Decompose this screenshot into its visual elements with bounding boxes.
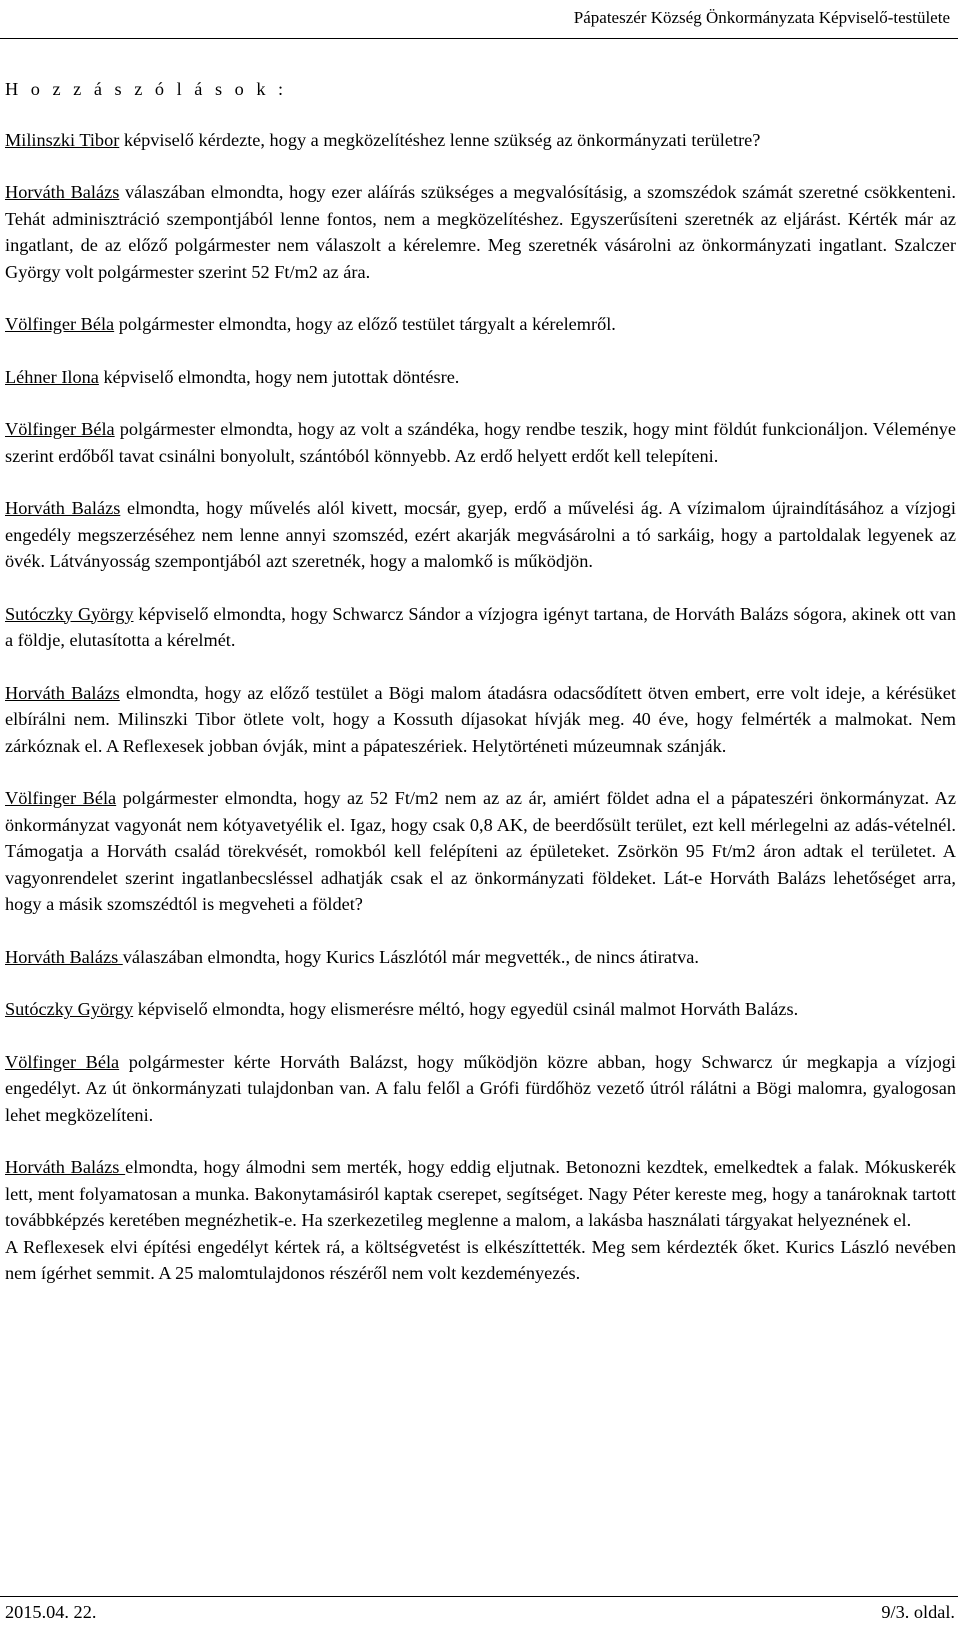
comment-text: képviselő elmondta, hogy elismerésre méltó, hogy egyedül csinál malmot Horváth Balázs. <box>133 999 799 1019</box>
document-body <box>5 76 956 1313</box>
speaker-name: Sutóczky György <box>5 603 134 624</box>
comment-text: polgármester elmondta, hogy az előző testület tárgyalt a kérelemről. <box>114 314 616 334</box>
section-heading: H o z z á s z ó l á s o k : <box>5 79 288 99</box>
speaker-name: Léhner Ilona <box>5 366 99 387</box>
comment-paragraph <box>5 944 956 971</box>
comment-paragraph <box>5 680 956 760</box>
comment-paragraph <box>5 364 956 391</box>
comment-text: képviselő elmondta, hogy nem jutottak döntésre. <box>98 366 460 387</box>
comment-text: polgármester elmondta, hogy az 52 Ft/m2 nem az az ár, amiért földet adna el a pápateszéri önkormányzat. Az önkormányzat vagyonát nem kótyavetyélik el. Igaz, hogy csak 0,8 AK, de beerdősült terület, ezt kell mérlegelni az adás-vételnél. Támogatja a Horváth család törekvését, romokból kell felépíteni az épületeket. Zsörkön 95 Ft/m2 áron adtak el területet. A vagyonrendelet szerint ingatlanbecsléssel adhatják csak el az önkormányzati földeket. Lát-e Horváth Balázs lehetőséget arra, hogy a másik szomszédtól is megveheti a földet? <box>5 788 956 914</box>
comment-paragraph <box>5 601 956 654</box>
speaker-name: Horváth Balázs <box>5 498 121 518</box>
comment-paragraph <box>5 416 956 469</box>
speaker-name: Völfinger Béla <box>5 314 115 334</box>
comment-paragraph <box>5 996 956 1023</box>
speaker-name: Völfinger Béla <box>5 419 115 439</box>
comment-text: képviselő elmondta, hogy Schwarcz Sándor a vízjogra igényt tartana, de Horváth Balázs sógora, akinek ott van a földje, elutasította a kérelmét. <box>5 603 956 650</box>
speaker-name: Milinszki Tibor <box>5 129 120 150</box>
footer-divider <box>0 1596 958 1597</box>
comment-text: képviselő kérdezte, hogy a megközelítéshez lenne szükség az önkormányzati területre? <box>119 129 761 150</box>
header-divider <box>0 38 958 39</box>
comment-text: elmondta, hogy művelés alól kivett, mocsár, gyep, erdő a művelési ág. A vízimalom újraindításához a vízjogi engedély megszerzéséhez nem lenne annyi szomszéd, ezért akarják megvásárolni a tó sarkáig, hogy a partoldalak legyenek az övék. Látványosság szempontjából azt szeretnék, hogy a malomkő is működjön. <box>5 498 956 571</box>
speaker-name: Völfinger Béla <box>5 788 117 808</box>
speaker-name: Horváth Balázs <box>5 182 120 202</box>
page-number: 9/3. oldal. <box>881 1602 955 1622</box>
comment-text: válaszában elmondta, hogy ezer aláírás szükséges a megvalósításig, a szomszédok számát szeretné csökkenteni. Tehát adminisztráció szempontjából lenne fontos, nem a megközelítéshez. Egyszerűsíteni szeretnék az eljárást. Kérték már az ingatlant, de az előző polgármester nem válaszolt a kérelemre. Meg szeretnék vásárolni az önkormányzati ingatlant. Szalczer György volt polgármester szerint 52 Ft/m2 az ára. <box>5 182 956 282</box>
comment-paragraph <box>5 179 956 285</box>
comment-paragraph <box>5 1049 956 1129</box>
speaker-name: Horváth Balázs <box>5 682 120 703</box>
speaker-name: Horváth Balázs <box>5 946 123 967</box>
comment-paragraph <box>5 127 956 154</box>
footer-date: 2015.04. 22. <box>5 1602 97 1622</box>
comment-text: polgármester kérte Horváth Balázst, hogy működjön közre abban, hogy Schwarcz úr megkapja a vízjogi engedélyt. Az út önkormányzati tulajdonban van. A falu felől a Grófi fürdőhöz vezető útról rálátni a Bögi malomra, gyalogosan lehet megközelíteni. <box>5 1051 956 1125</box>
closing-paragraph: A Reflexesek elvi építési engedélyt kértek rá, a költségvetést is elkészíttették. Meg sem kérdezték őket. Kurics László nevében nem ígérhet semmit. A 25 malomtulajdonos részéről nem volt kezdeményezés. <box>5 1236 956 1283</box>
comment-text: válaszában elmondta, hogy Kurics Lászlótól már megvették., de nincs átiratva. <box>122 946 699 967</box>
comment-paragraph <box>5 1154 956 1234</box>
comment-paragraph <box>5 495 956 575</box>
page-header: Pápateszér Község Önkormányzata Képviselő-testülete <box>573 8 950 27</box>
speaker-name: Sutóczky György <box>5 999 134 1019</box>
comment-text: elmondta, hogy az előző testület a Bögi malom átadásra odacsődített ötven embert, erre volt ideje, a kérésüket elbírálni nem. Milinszki Tibor ötlete volt, hogy a Kossuth díjasokat hívják meg. 40 éve, hogy felmérték a malmokat. Nem zárkóznak el. A Reflexesek jobban óvják, mint a pápateszériek. Helytörténeti múzeumnak szánják. <box>5 682 956 756</box>
comment-text: elmondta, hogy álmodni sem merték, hogy eddig eljutnak. Betonozni kezdtek, emelkedtek a falak. Mókuskerék lett, ment folyamatosan a munka. Bakonytamásiról kaptak cserepet, segítséget. Nagy Péter kereste meg, hogy a tanároknak tartott továbbképzés keretében megnézhetik-e. Ha szerkezetileg meglenne a malom, a lakásba használati tárgyakat helyeznének el. <box>5 1157 956 1230</box>
comment-text: polgármester elmondta, hogy az volt a szándéka, hogy rendbe teszik, hogy mint földút funkcionáljon. Véleménye szerint erdőből tavat csinálni bonyolult, szántóból könnyebb. Az erdő helyett erdőt kell telepíteni. <box>5 419 956 466</box>
speaker-name: Völfinger Béla <box>5 1051 120 1072</box>
speaker-name: Horváth Balázs <box>5 1157 126 1177</box>
comment-paragraph <box>5 785 956 918</box>
comment-paragraph <box>5 311 956 338</box>
